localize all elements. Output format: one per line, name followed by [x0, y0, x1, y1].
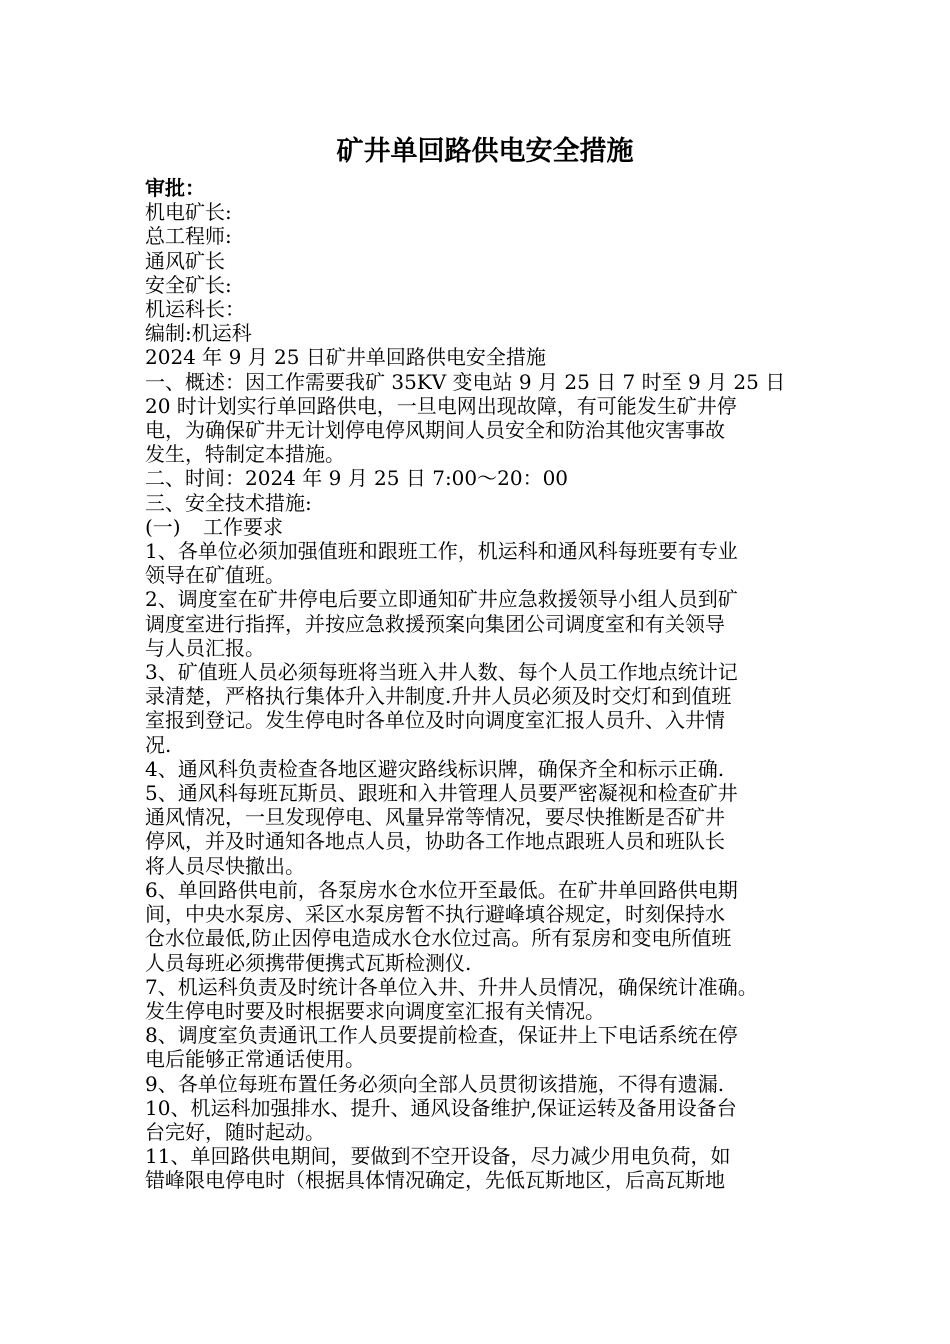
measure-item	[145, 1096, 825, 1144]
text-line: 将人员尽快撤出。	[145, 853, 305, 878]
text-line: 9、各单位每班布置任务必须向全部人员贯彻该措施，不得有遗漏.	[145, 1071, 725, 1096]
approver-line: 机运科长：	[145, 297, 245, 322]
text-line: 错峰限电停电时（根据具体情况确定，先低瓦斯地区，后高瓦斯地	[145, 1168, 725, 1193]
approval-heading: 审批：	[145, 176, 205, 200]
text-line: 11、单回路供电期间，要做到不空开设备，尽力减少用电负荷，如	[145, 1144, 731, 1169]
document-title: 矿井单回路供电安全措施	[336, 136, 634, 167]
measure-item	[145, 878, 825, 975]
text-line: 8、调度室负责通讯工作人员要提前检查，保证井上下电话系统在停	[145, 1023, 738, 1048]
measure-item	[145, 975, 825, 1023]
measure-item	[145, 1023, 825, 1071]
compiled-by: 编制:机运科	[145, 321, 252, 346]
text-line: 仓水位最低,防止因停电造成水仓水位过高。所有泵房和变电所值班	[145, 926, 732, 951]
measure-items	[145, 539, 825, 1192]
text-line: 台完好，随时起动。	[145, 1119, 325, 1144]
text-line: 6、单回路供电前，各泵房水仓水位开至最低。在矿井单回路供电期	[145, 877, 738, 902]
measure-item	[145, 757, 825, 781]
document-page	[145, 132, 825, 1193]
measure-item	[145, 660, 825, 757]
date-line: 2024 年 9 月 25 日矿井单回路供电安全措施	[145, 345, 546, 370]
overview-paragraph	[145, 370, 825, 467]
text-line: 与人员汇报。	[145, 635, 265, 660]
approver-line: 安全矿长:	[145, 272, 232, 297]
approver-line: 总工程师:	[145, 224, 232, 249]
text-line: 发生停电时要及时根据要求向调度室汇报有关情况。	[145, 998, 605, 1023]
text-line: 停风，并及时通知各地点人员，协助各工作地点跟班人员和班队长	[145, 829, 725, 854]
text-line: 电后能够正常通话使用。	[145, 1047, 365, 1072]
text-line: 10、机运科加强排水、提升、通风设备维护,保证运转及备用设备台	[145, 1095, 737, 1120]
sub-heading	[145, 515, 825, 539]
text-line: 一、概述：因工作需要我矿 35KV 变电站 9 月 25 日 7 时至 9 月 25 日	[145, 369, 786, 394]
text-line: 调度室进行指挥，并按应急救援预案向集团公司调度室和有关领导	[145, 611, 725, 636]
text-line: 5、通风科每班瓦斯员、跟班和入井管理人员要严密凝视和检查矿井	[145, 781, 738, 806]
text-line: 室报到登记。发生停电时各单位及时向调度室汇报人员升、入井情	[145, 708, 725, 733]
measure-item	[145, 781, 825, 878]
text-line: 2、调度室在矿井停电后要立即通知矿井应急救援领导小组人员到矿	[145, 587, 738, 612]
text-line: 1、各单位必须加强值班和跟班工作，机运科和通风科每班要有专业	[145, 539, 738, 564]
text-line: 7、机运科负责及时统计各单位入井、升井人员情况，确保统计准确。	[145, 974, 758, 999]
text-line: 3、矿值班人员必须每班将当班入井人数、每个人员工作地点统计记	[145, 660, 738, 685]
sub-heading-text: 工作要求	[203, 514, 283, 539]
text-line: 间，中央水泵房、采区水泵房暂不执行避峰填谷规定，时刻保持水	[145, 902, 725, 927]
text-line: 录清楚，严格执行集体升入井制度.升井人员必须及时交灯和到值班	[145, 684, 732, 709]
measure-item	[145, 1072, 825, 1096]
text-line: 电，为确保矿井无计划停电停风期间人员安全和防治其他灾害事故	[145, 418, 725, 443]
text-line: 4、通风科负责检查各地区避灾路线标识牌，确保齐全和标示正确.	[145, 756, 725, 781]
text-line: 领导在矿值班。	[145, 563, 285, 588]
sub-heading-number: (一)	[145, 514, 181, 539]
text-line: 人员每班必须携带便携式瓦斯检测仪.	[145, 950, 472, 975]
measures-heading: 三、安全技术措施:	[145, 490, 312, 515]
approver-line: 机电矿长:	[145, 200, 232, 225]
text-line: 通风情况，一旦发现停电、风量异常等情况，要尽快推断是否矿井	[145, 805, 725, 830]
measure-item	[145, 587, 825, 660]
text-line: 况.	[145, 732, 172, 757]
approver-line: 通风矿长	[145, 248, 225, 273]
time-line: 二、时间：2024 年 9 月 25 日 7:00～20：00	[145, 466, 569, 491]
text-line: 20 时计划实行单回路供电，一旦电网出现故障，有可能发生矿井停	[145, 393, 737, 418]
text-line: 发生，特制定本措施。	[145, 442, 345, 467]
measure-item	[145, 539, 825, 587]
measure-item	[145, 1144, 825, 1192]
